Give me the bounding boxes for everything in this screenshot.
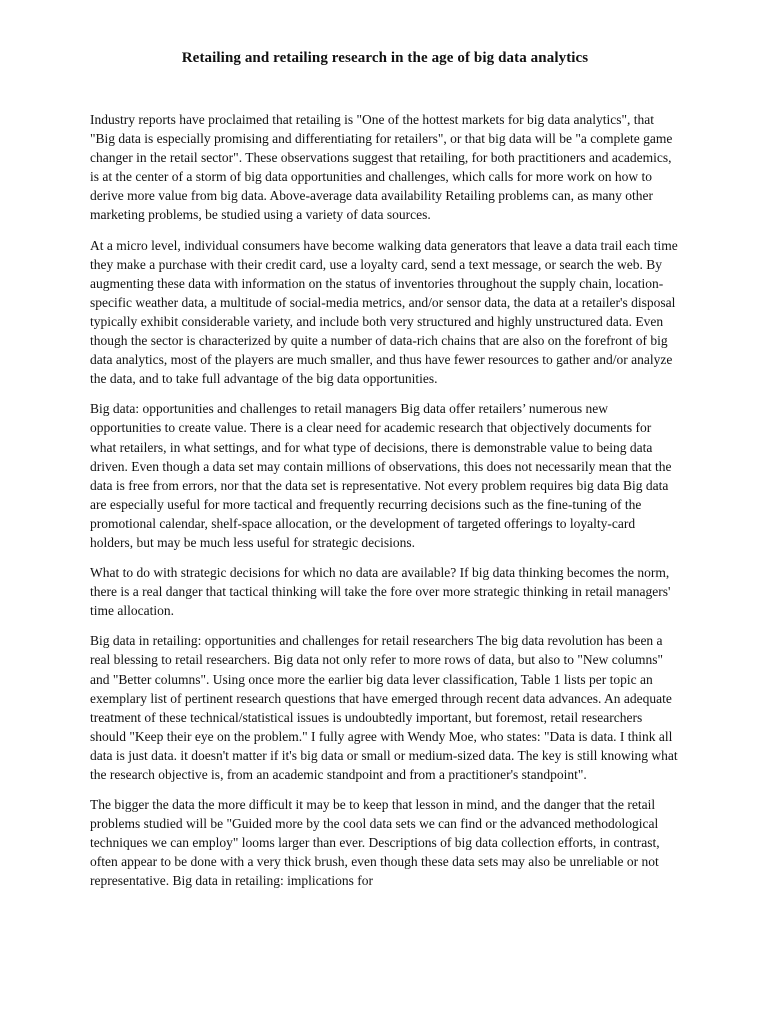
paragraph-bigger-data: The bigger the data the more difficult it may be to keep that lesson in mind, and the danger that the retail problems studied will be "Guided more by the cool data sets we can find or the advanced methodological techniques we can employ" looms larger than ever. Descriptions of big data collection efforts, in contrast, often appear to be done with a very thick brush, even though these data sets may also be unreliable or not representative. Big data in retailing: implications for — [90, 797, 660, 889]
paragraph-intro: Industry reports have proclaimed that retailing is "One of the hottest markets for big data analytics", that "Big data is especially promising and differentiating for retailers", or that big data will be "a complete game changer in the retail sector". These observations suggest that retailing, for both practitioners and academics, is at the center of a storm of big data opportunities and challenges, which calls for more work on how to derive more value from big data. Above-average data availability Retailing problems can, as many other marketing problems, be studied using a variety of data sources. — [90, 112, 673, 223]
paragraph-retail-managers: Big data: opportunities and challenges to retail managers Big data offer retailers’ numerous new opportunities to create value. There is a clear need for academic research that objectively documents for what retailers, in what settings, and for what type of decisions, there is demonstrable value to being data driven. Even though a data set may contain millions of observations, this does not necessarily mean that the data is free from errors, nor that the data set is representative. Not every problem requires big data Big data are especially useful for more tactical and frequently recurring decisions such as the fine-tuning of the promotional calendar, shelf-space allocation, or the development of targeted offerings to loyalty-card holders, but may be much less useful for strategic decisions. — [90, 401, 672, 550]
paragraph-retail-researchers: Big data in retailing: opportunities and challenges for retail researchers The big data revolution has been a real blessing to retail researchers. Big data not only refer to more rows of data, but also to "New columns" and "Better columns". Using once more the earlier big data lever classification, Table 1 lists per topic an exemplary list of pertinent research questions that have emerged through recent data advances. An adequate treatment of these technical/statistical issues is undoubtedly important, but foremost, retail researchers should "Keep their eye on the problem." I fully agree with Wendy Moe, who states: "Data is data. I think all data is just data. it doesn't matter if it's big data or small or medium-sized data. The key is still knowing what the research objective is, from an academic standpoint and from a practitioner's standpoint". — [90, 633, 678, 782]
paragraph-strategic-decisions: What to do with strategic decisions for which no data are available? If big data thinking becomes the norm, there is a real danger that tactical thinking will take the fore over more strategic thinking in retail managers' time allocation. — [90, 565, 671, 619]
paragraph-micro-level: At a micro level, individual consumers have become walking data generators that leave a data trail each time they make a purchase with their credit card, use a loyalty card, send a text message, or search the web. By augmenting these data with information on the status of inventories throughout the supply chain, location-specific weather data, a multitude of social-media metrics, and/or sensor data, the data at a retailer's disposal typically exhibit considerable variety, and include both very structured and highly unstructured data. Even though the sector is characterized by quite a number of data-rich chains that are also on the forefront of big data analytics, most of the players are much smaller, and thus have fewer resources to gather and/or analyze the data, and to take full advantage of the big data opportunities. — [90, 237, 678, 387]
document-title: Retailing and retailing research in the age of big data analytics — [181, 50, 589, 66]
